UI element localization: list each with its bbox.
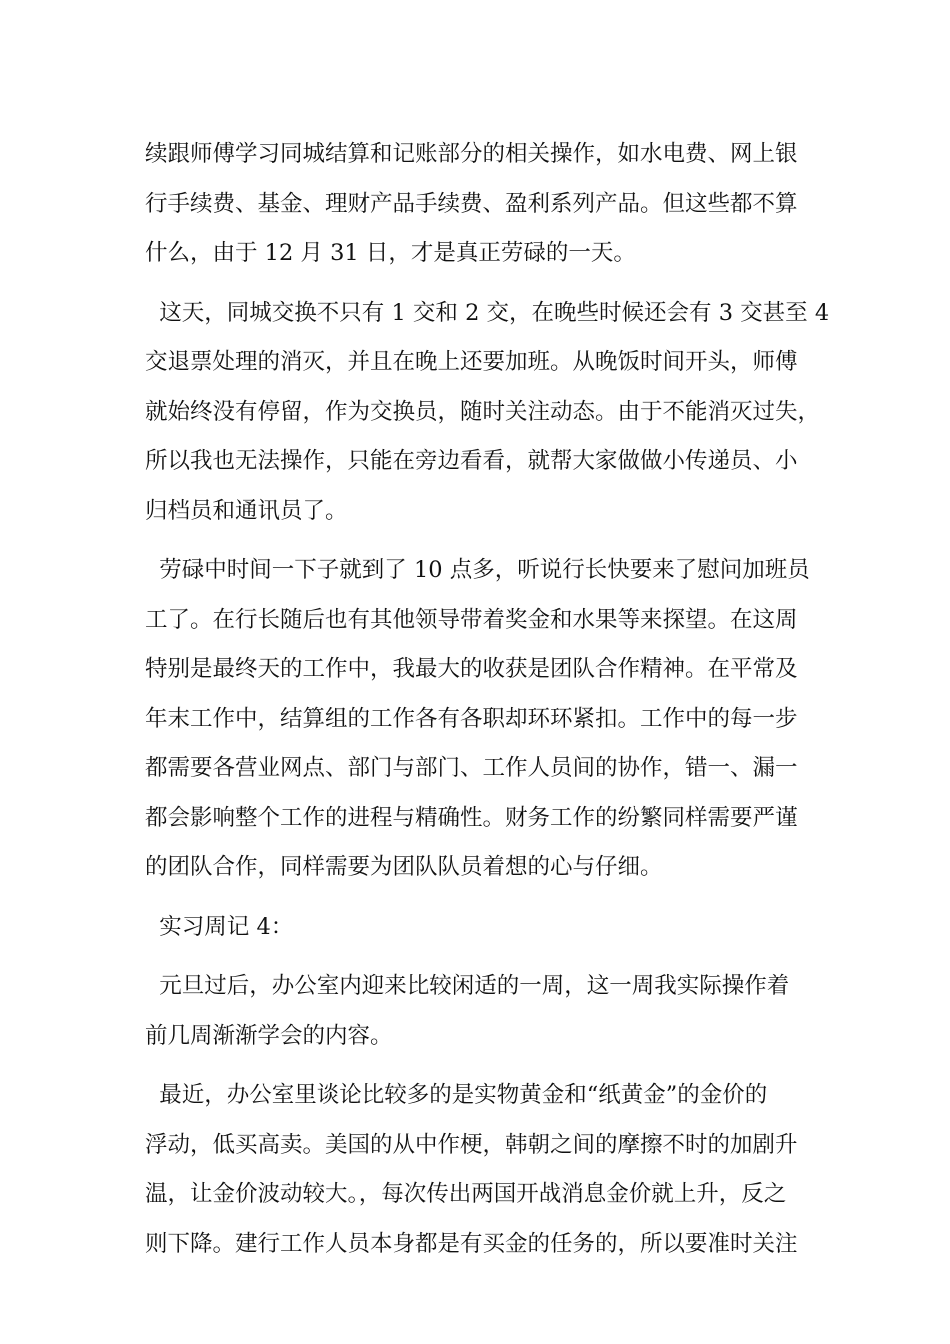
paragraph-spacer <box>145 1061 825 1071</box>
paragraph <box>145 546 825 893</box>
text-line: 就始终没有停留，作为交换员，随时关注动态。由于不能消灭过失， <box>145 398 821 425</box>
text-line: 交退票处理的消灭，并且在晚上还要加班。从晚饭时间开头，师傅 <box>145 349 798 375</box>
paragraph <box>145 962 825 1061</box>
paragraph-spacer <box>145 952 825 962</box>
paragraph-spacer <box>145 279 825 289</box>
text-line: 年末工作中，结算组的工作各有各职却环环紧扣。工作中的每一步 <box>145 705 798 732</box>
text-line: 前几周渐渐学会的内容。 <box>145 1022 393 1049</box>
text-line: 实习周记 4： <box>145 913 294 940</box>
text-line: 的团队合作，同样需要为团队队员着想的心与仔细。 <box>145 854 663 880</box>
text-line: 劳碌中时间一下子就到了 10 点多，听说行长快要来了慰问加班员 <box>145 557 810 583</box>
text-line: 这天，同城交换不只有 1 交和 2 交，在晚些时候还会有 3 交甚至 4 <box>145 299 830 326</box>
text-line: 浮动，低买高卖。美国的从中作梗，韩朝之间的摩擦不时的加剧升 <box>145 1131 798 1158</box>
text-line: 工了。在行长随后也有其他领导带着奖金和水果等来探望。在这周 <box>145 606 798 633</box>
text-line: 行手续费、基金、理财产品手续费、盈利系列产品。但这些都不算 <box>145 190 798 217</box>
document-body <box>145 130 830 1269</box>
paragraph-spacer <box>145 893 825 903</box>
text-line: 元旦过后，办公室内迎来比较闲适的一周，这一周我实际操作着 <box>145 973 790 999</box>
text-line: 续跟师傅学习同城结算和记账部分的相关操作，如水电费、网上银 <box>145 141 798 167</box>
paragraph-spacer <box>145 536 825 546</box>
text-line: 什么，由于 12 月 31 日，才是真正劳碌的一天。 <box>145 240 636 266</box>
text-line: 最近，办公室里谈论比较多的是实物黄金和“纸黄金”的金价的 <box>145 1082 768 1108</box>
paragraph <box>145 130 825 279</box>
text-line: 所以我也无法操作，只能在旁边看看，就帮大家做做小传递员、小 <box>145 448 798 474</box>
paragraph <box>145 289 830 537</box>
text-line: 则下降。建行工作人员本身都是有买金的任务的，所以要准时关注 <box>145 1230 798 1257</box>
section-heading <box>145 903 825 953</box>
text-line: 温，让金价波动较大。，每次传出两国开战消息金价就上升，反之 <box>145 1181 787 1207</box>
paragraph <box>145 1071 825 1269</box>
text-line: 都会影响整个工作的进程与精确性。财务工作的纷繁同样需要严谨 <box>145 804 798 831</box>
text-line: 特别是最终天的工作中，我最大的收获是团队合作精神。在平常及 <box>145 656 798 682</box>
text-line: 都需要各营业网点、部门与部门、工作人员间的协作，错一、漏一 <box>145 755 798 781</box>
text-line: 归档员和通讯员了。 <box>145 497 348 524</box>
